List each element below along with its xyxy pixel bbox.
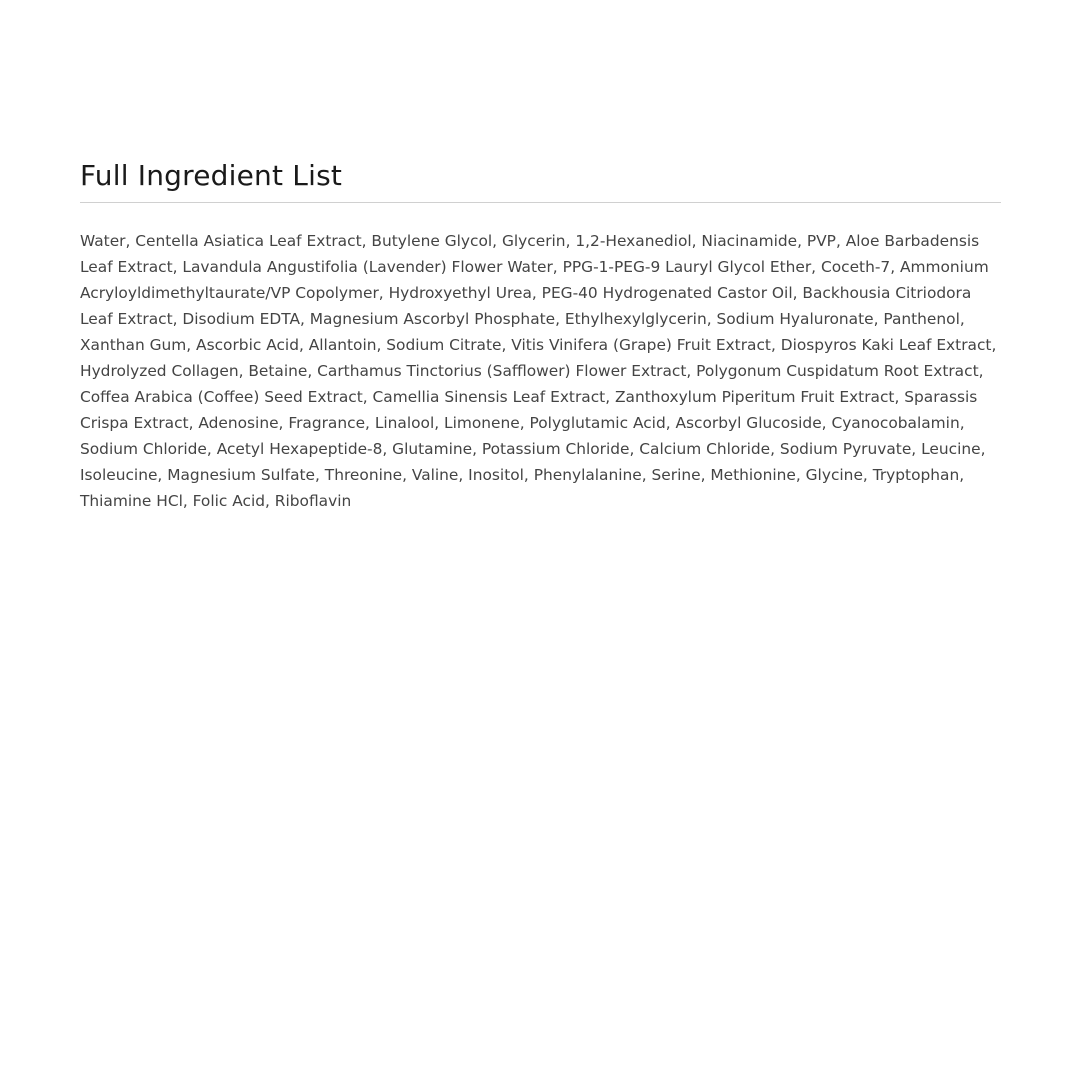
section-title: Full Ingredient List xyxy=(80,159,343,192)
ingredient-list-text: Water, Centella Asiatica Leaf Extract, Butylene Glycol, Glycerin, 1,2-Hexanediol, Niacinamide, PVP, Aloe Barbadensis Leaf Extract, Lavandula Angustifolia (Lavender) Flower Water, PPG-1-PEG-9 Lauryl Glycol Ether, Coceth-7, Ammonium Acryloyldimethyltaurate/VP Copolymer, Hydroxyethyl Urea, PEG-40 Hydrogenated Castor Oil, Backhousia Citriodora Leaf Extract, Disodium EDTA, Magnesium Ascorbyl Phosphate, Ethylhexylglycerin, Sodium Hyaluronate, Panthenol, Xanthan Gum, Ascorbic Acid, Allantoin, Sodium Citrate, Vitis Vinifera (Grape) Fruit Extract, Diospyros Kaki Leaf Extract, Hydrolyzed Collagen, Betaine, Carthamus Tinctorius (Safflower) Flower Extract, Polygonum Cuspidatum Root Extract, Coffea Arabica (Coffee) Seed Extract, Camellia Sinensis Leaf Extract, Zanthoxylum Piperitum Fruit Extract, Sparassis Crispa Extract, Adenosine, Fragrance, Linalool, Limonene, Polyglutamic Acid, Ascorbyl Glucoside, Cyanocobalamin, Sodium Chloride, Acetyl Hexapeptide-8, Glutamine, Potassium Chloride, Calcium Chloride, Sodium Pyruvate, Leucine, Isoleucine, Magnesium Sulfate, Threonine, Valine, Inositol, Phenylalanine, Serine, Methionine, Glycine, Tryptophan, Thiamine HCl, Folic Acid, Riboflavin xyxy=(80,232,997,510)
title-divider xyxy=(80,202,1001,203)
ingredient-section xyxy=(80,158,1001,514)
